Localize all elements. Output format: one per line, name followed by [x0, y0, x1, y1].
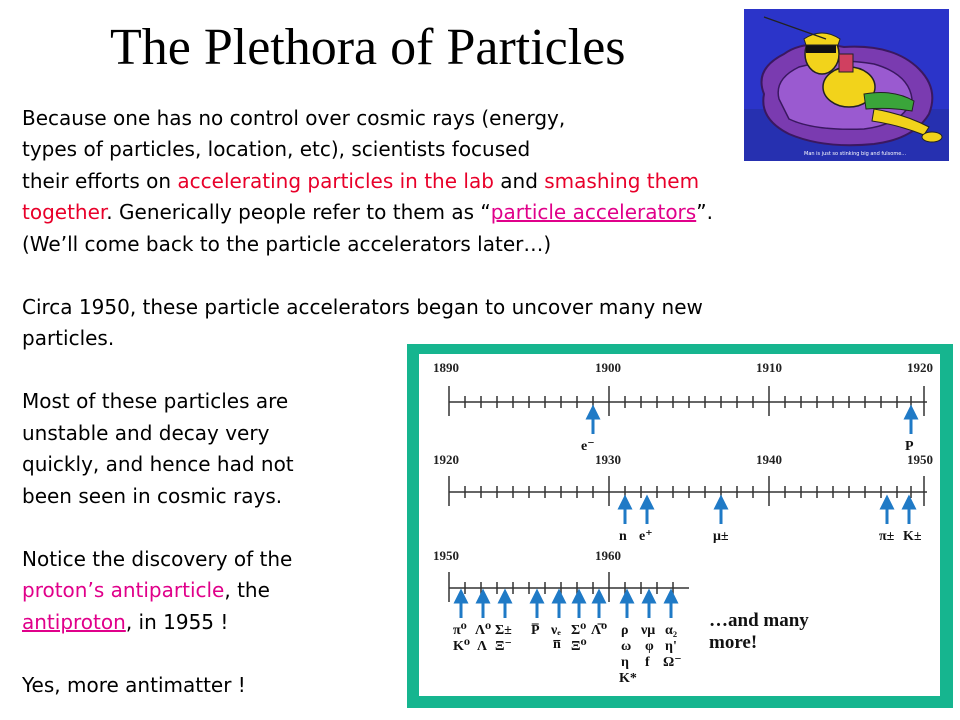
para4-line3-text-b: , in 1955 ! [125, 610, 229, 634]
para1-line5: (We’ll come back to the particle accelerators later…) [22, 232, 552, 256]
particle-alpha2: α₂ [665, 623, 678, 638]
row1-label-1890: 1890 [433, 360, 459, 375]
para1-line4-text-b: ”. [696, 200, 713, 224]
particle-Omega-minus: Ω⁻ [663, 655, 682, 670]
para1-line4 [22, 197, 713, 229]
and-many-more-line2: more! [709, 632, 758, 653]
para3-line3: quickly, and hence had not [22, 452, 294, 476]
timeline-svg [419, 354, 940, 696]
particle-nu-e: νₑ [551, 623, 561, 638]
particle-rho: ρ [621, 623, 629, 638]
row2-axis [449, 476, 927, 506]
timeline-panel [419, 354, 940, 696]
particle-muon: μ± [713, 529, 729, 544]
particle-Sigma-pm: Σ± [495, 623, 512, 638]
particle-electron: e⁻ [581, 439, 595, 454]
para1-line1: Because one has no control over cosmic rays (energy, [22, 106, 566, 130]
particle-eta-prime: η' [665, 639, 677, 654]
highlight-protons-antiparticle: proton’s antiparticle [22, 578, 225, 602]
particle-Xi0: Ξ⁰ [571, 639, 587, 654]
particle-antiLambda0: Λ̅⁰ [591, 623, 608, 638]
para3-line2: unstable and decay very [22, 421, 270, 445]
particle-pi0: π⁰ [453, 623, 467, 638]
row3-label-1960: 1960 [595, 548, 621, 563]
particle-f: f [645, 655, 650, 670]
para1-line3 [22, 166, 699, 198]
cartoon-caption: Man is just so stinking big and fulsome... [804, 151, 907, 157]
para4-line3 [22, 607, 228, 639]
slide-title: The Plethora of Particles [110, 19, 626, 76]
row3-label-1950: 1950 [433, 548, 459, 563]
particle-Lambda0: Λ⁰ [475, 623, 492, 638]
antiproton-link[interactable]: antiproton [22, 610, 126, 634]
para4-line2-text-b: , the [224, 578, 270, 602]
particle-Lambda: Λ [477, 639, 488, 654]
particle-positron: e⁺ [639, 529, 653, 544]
particle-phi: φ [645, 639, 654, 654]
para1-line4-text-a: . Generically people refer to them as “ [106, 200, 491, 224]
para2-line1: Circa 1950, these particle accelerators began to uncover many new [22, 295, 703, 319]
particle-eta: η [621, 655, 629, 670]
particle-proton: P [905, 439, 914, 454]
para1-line2: types of particles, location, etc), scientists focused [22, 137, 531, 161]
highlight-together: together [22, 200, 107, 224]
row2-label-1930: 1930 [595, 452, 621, 467]
particle-antiproton: P̅ [531, 623, 540, 638]
particle-omega: ω [621, 639, 632, 654]
particle-neutron: n [619, 529, 627, 544]
highlight-smashing: smashing them [544, 169, 700, 193]
particle-pion: π± [879, 529, 895, 544]
para2-line2: particles. [22, 326, 115, 350]
row1-label-1920: 1920 [907, 360, 933, 375]
row2-label-1950: 1950 [907, 452, 933, 467]
particle-Sigma0: Σ⁰ [571, 623, 587, 638]
particle-K-star: K* [619, 671, 637, 686]
para3-line1: Most of these particles are [22, 389, 289, 413]
para1-line3-text-b: and [493, 169, 545, 193]
row1-label-1910: 1910 [756, 360, 782, 375]
particle-nu-mu: νμ [641, 623, 656, 638]
particle-antineutron: n̅ [553, 637, 561, 652]
particle-K0: K⁰ [453, 639, 471, 654]
row2-label-1920: 1920 [433, 452, 459, 467]
para4-line2 [22, 575, 270, 607]
para4-line1: Notice the discovery of the [22, 547, 293, 571]
particle-discovery-timeline [407, 344, 953, 708]
particle-Xi-minus: Ξ⁻ [495, 639, 512, 654]
particle-accelerators-link[interactable]: particle accelerators [490, 200, 697, 224]
para5-line1: Yes, more antimatter ! [22, 673, 246, 697]
row3-axis [449, 572, 689, 602]
particle-kaon: K± [903, 529, 922, 544]
highlight-accelerating: accelerating particles in the lab [177, 169, 494, 193]
row2-label-1940: 1940 [756, 452, 782, 467]
para1-line3-text-a: their efforts on [22, 169, 178, 193]
row3-arrows [461, 596, 671, 618]
para3-line4: been seen in cosmic rays. [22, 484, 283, 508]
row1-axis [449, 386, 927, 416]
row1-label-1900: 1900 [595, 360, 621, 375]
and-many-more-line1: …and many [709, 610, 809, 631]
cartoon-illustration [744, 9, 949, 161]
